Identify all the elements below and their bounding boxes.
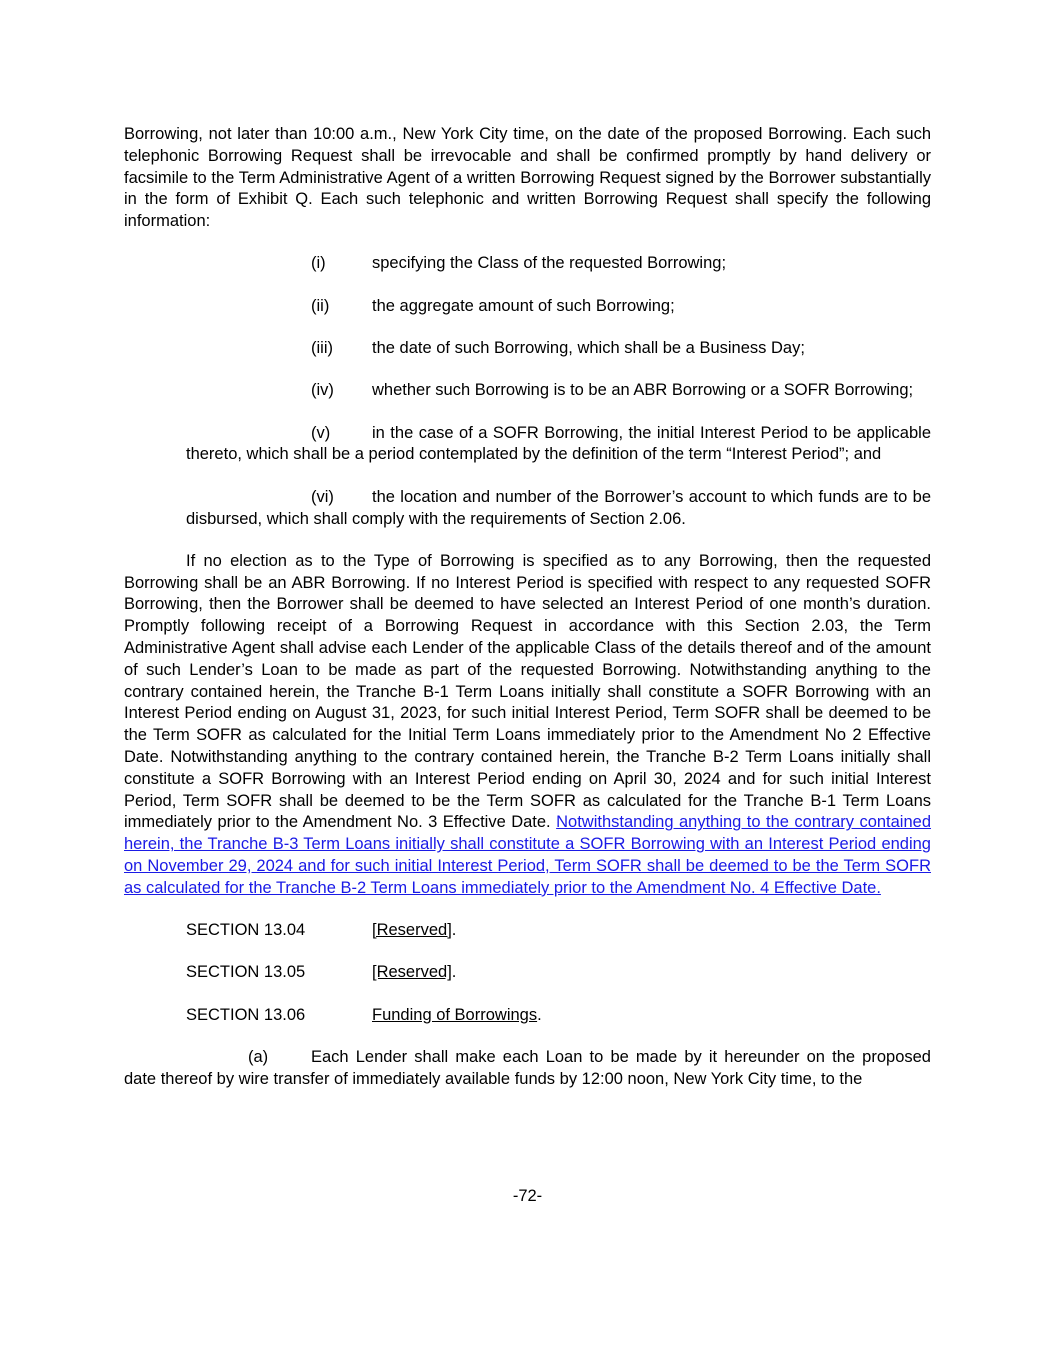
subsection-a — [124, 1047, 931, 1091]
list-number: (iv) — [311, 381, 334, 400]
section-13-05 — [124, 962, 931, 984]
inserted-amendment-text: Notwithstanding anything to the contrary contained herein, the Tranche B-3 Term Loans initially shall constitute a SOFR Borrowing with an Interest Period ending on November 29, 2024 and for such initial Interest Period, Term SOFR shall be deemed to be the Term SOFR as calculated for the Tranche B-2 Term Loans immediately prior to the Amendment No. 4 Effective Date. — [124, 813, 931, 897]
list-number: (iii) — [311, 339, 333, 358]
list-item-iv — [124, 380, 931, 402]
section-number: SECTION 13.05 — [186, 963, 306, 982]
list-text: the location and number of the Borrower’s account to which funds are to be disbursed, which shall comply with the requirements of Section 2.06. — [186, 487, 931, 528]
subsection-number: (a) — [248, 1048, 269, 1066]
list-item-i — [124, 253, 931, 275]
section-title: Funding of Borrowings. — [372, 1005, 542, 1024]
list-number: (i) — [311, 254, 326, 273]
page-number: -72- — [512, 1187, 543, 1205]
list-item-ii — [124, 296, 931, 318]
section-13-06 — [124, 1005, 931, 1027]
section-number: SECTION 13.04 — [186, 921, 306, 940]
list-number: (v) — [311, 423, 331, 442]
list-text: in the case of a SOFR Borrowing, the initial Interest Period to be applicable thereto, which shall be a period contemplated by the definition of the term “Interest Period”; and — [186, 423, 931, 464]
list-item-vi — [124, 487, 931, 531]
section-title: [Reserved]. — [372, 963, 457, 982]
section-number: SECTION 13.06 — [186, 1005, 306, 1024]
list-text: specifying the Class of the requested Borrowing; — [372, 254, 727, 273]
document-page — [124, 124, 931, 1091]
section-13-04 — [124, 920, 931, 942]
election-text: If no election as to the Type of Borrowing is specified as to any Borrowing, then the requested Borrowing shall be an ABR Borrowing. If no Interest Period is specified with respect to any requested SOFR Borrowing, then the Borrower shall be deemed to have selected an Interest Period of one month’s duration. Promptly following receipt of a Borrowing Request in accordance with this Section 2.03, the Term Administrative Agent shall advise each Lender of the applicable Class of the details thereof and of the amount of such Lender’s Loan to be made as part of the requested Borrowing. Notwithstanding anything to the contrary contained herein, the Tranche B-1 Term Loans initially shall constitute a SOFR Borrowing with an Interest Period ending on August 31, 2023, for such initial Interest Period, Term SOFR shall be deemed to be the Term SOFR as calculated for the Initial Term Loans immediately prior to the Amendment No 2 Effective Date. Notwithstanding anything to the contrary contained herein, the Tranche B-2 Term Loans initially shall constitute a SOFR Borrowing with an Interest Period ending on April 30, 2024 and for such initial Interest Period, Term SOFR shall be deemed to be the Term SOFR as calculated for the Tranche B-1 Term Loans immediately prior to the Amendment No. 3 Effective Date. — [124, 551, 931, 832]
list-item-iii — [124, 338, 931, 360]
subsection-text: Each Lender shall make each Loan to be made by it hereunder on the proposed date thereof by wire transfer of immediately available funds by 12:00 noon, New York City time, to the — [124, 1048, 931, 1088]
list-number: (vi) — [311, 487, 334, 506]
list-text: whether such Borrowing is to be an ABR Borrowing or a SOFR Borrowing; — [372, 381, 914, 400]
list-text: the date of such Borrowing, which shall be a Business Day; — [372, 339, 805, 358]
election-paragraph — [124, 551, 931, 900]
list-text: the aggregate amount of such Borrowing; — [372, 296, 675, 315]
list-item-v — [124, 423, 931, 467]
opening-paragraph: Borrowing, not later than 10:00 a.m., New York City time, on the date of the proposed Borrowing. Each such telephonic Borrowing Request shall be irrevocable and shall be confirmed promptly by hand delivery or facsimile to the Term Administrative Agent of a written Borrowing Request signed by the Borrower substantially in the form of Exhibit Q. Each such telephonic and written Borrowing Request shall specify the following information: — [124, 125, 931, 231]
list-number: (ii) — [311, 296, 330, 315]
section-title: [Reserved]. — [372, 921, 457, 940]
